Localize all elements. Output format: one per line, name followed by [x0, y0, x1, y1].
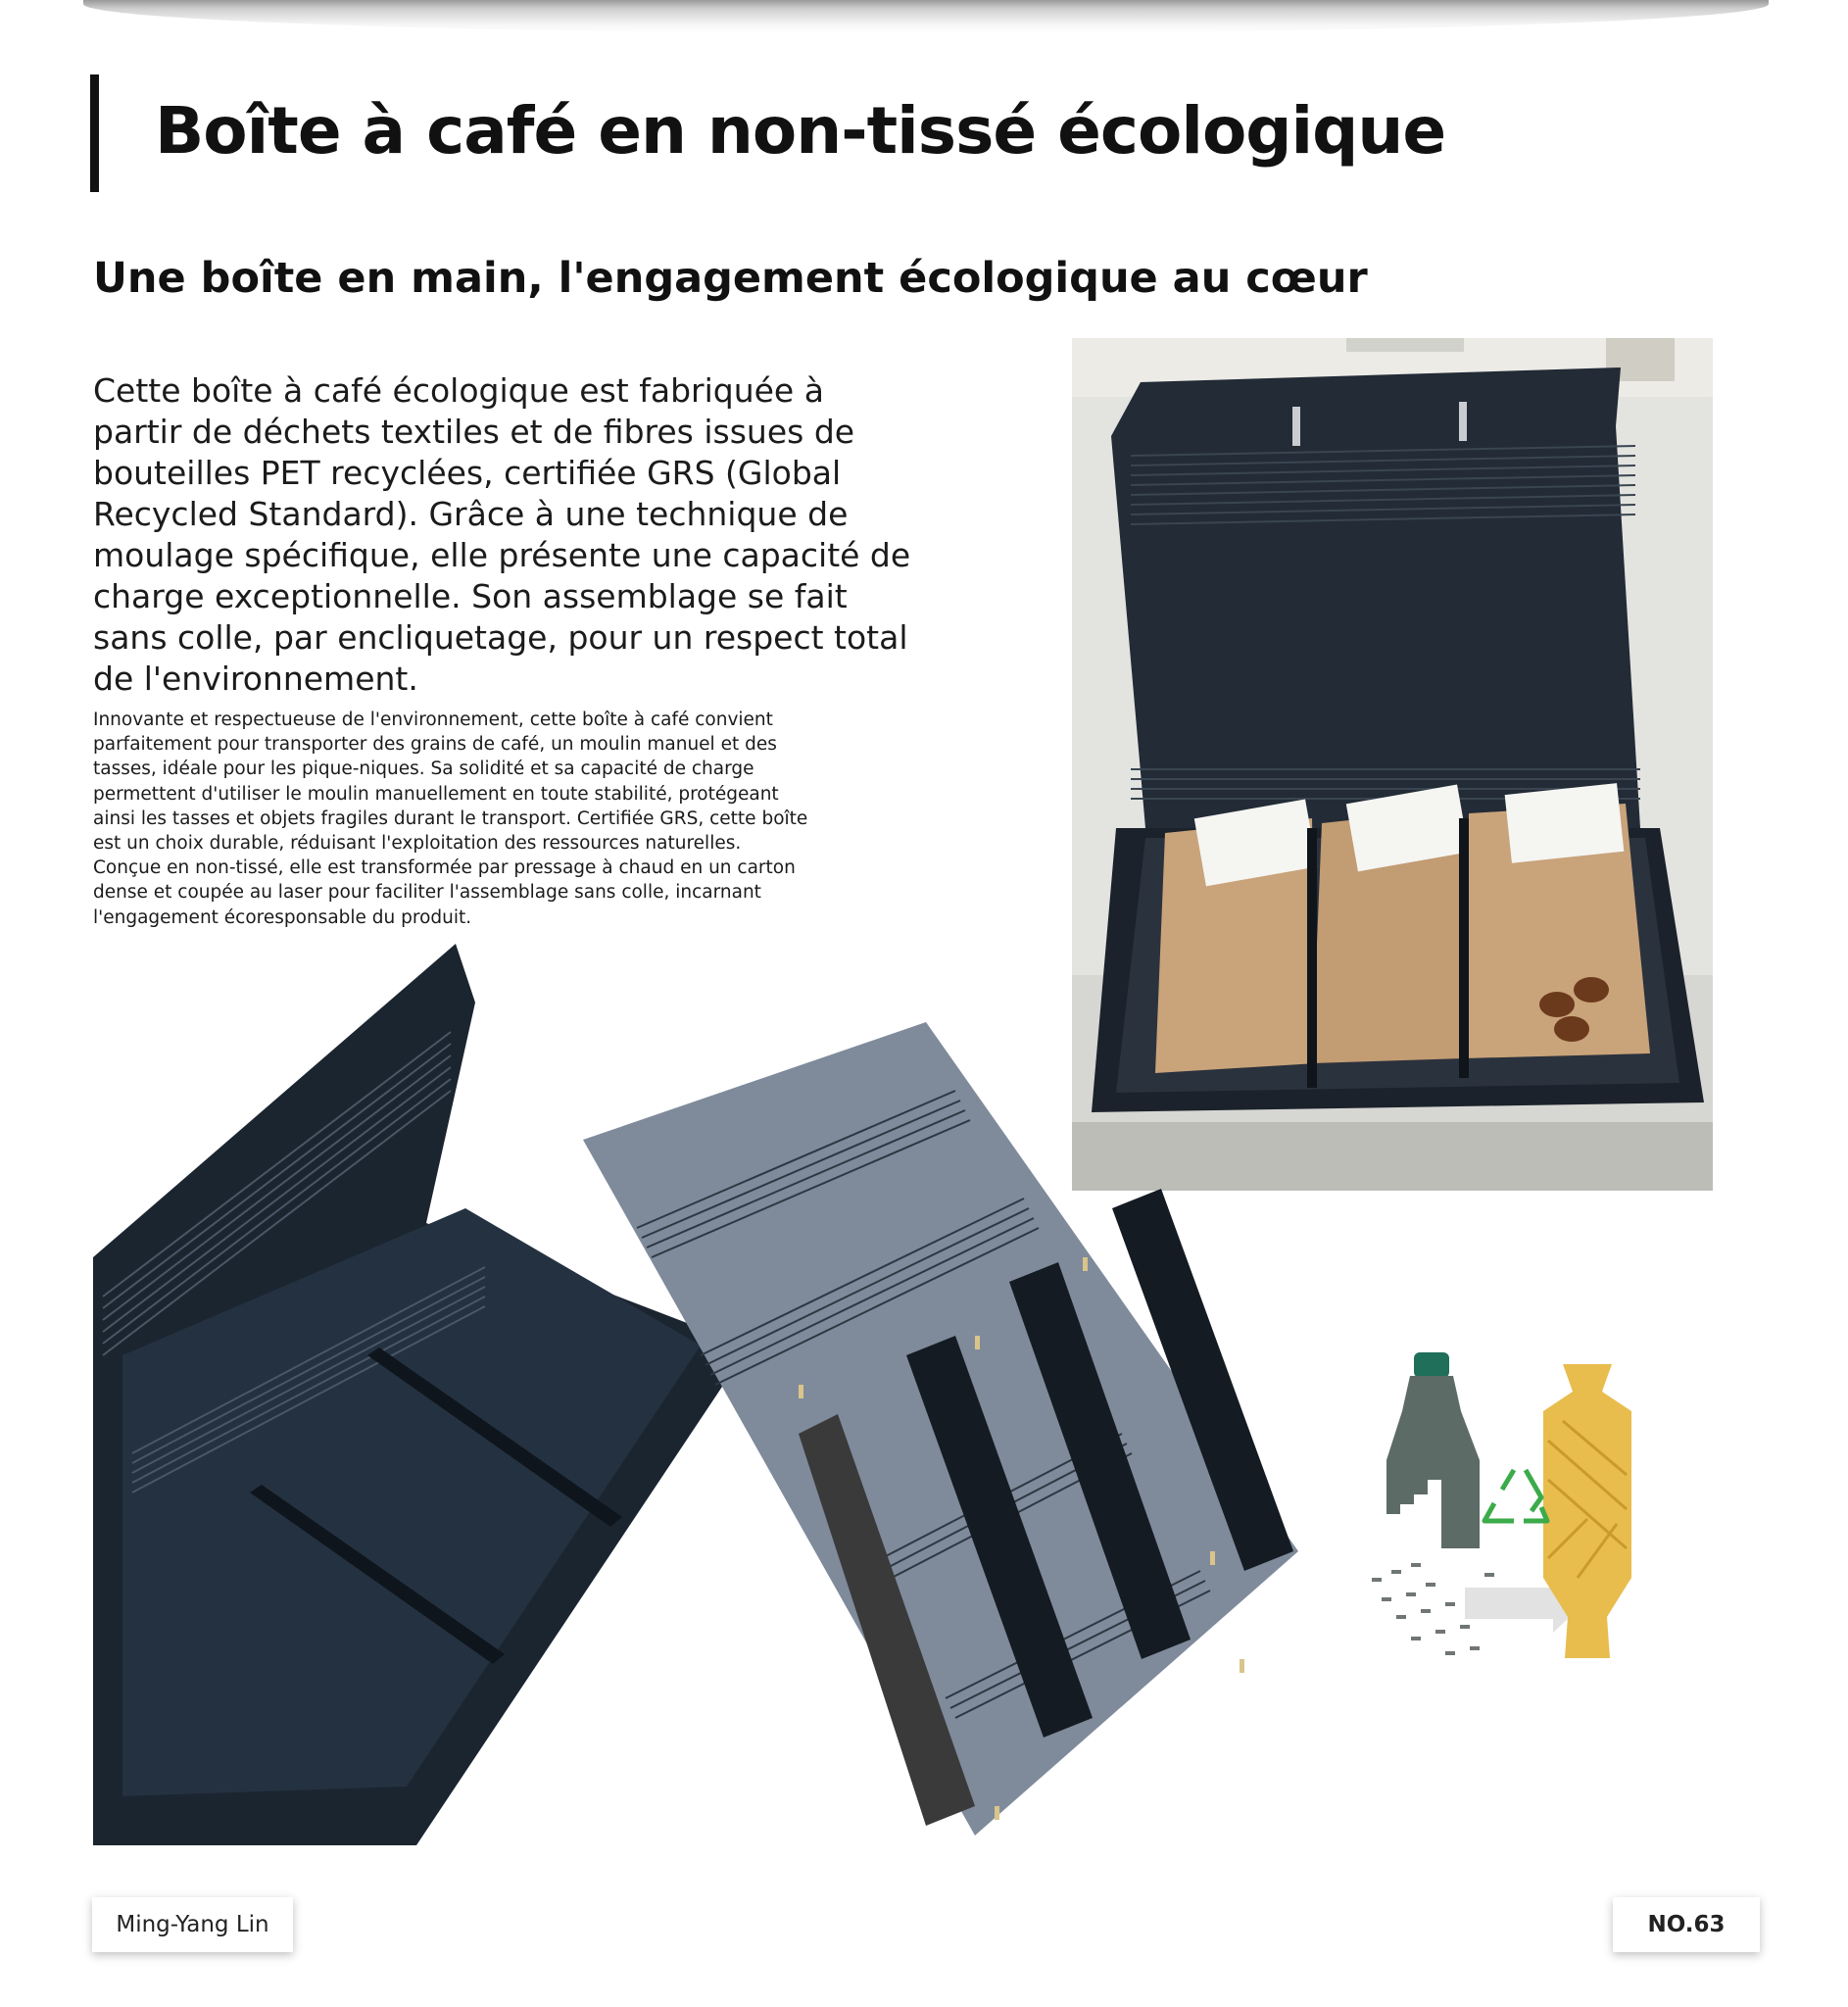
body-paragraph: Innovante et respectueuse de l'environnement, cette boîte à café convient parfaitement pour transporter des grains de café, un moulin manuel et des tasses, idéale pour les pique-niques. Sa solidité et sa capacité de charge permettent d'utiliser le moulin manuellement en toute stabilité, protégeant ainsi les tasses et objets fragiles durant le transport. Certifiée GRS, cette boîte est un choix durable, réduisant l'exploitation des ressources naturelles. Conçue en non-tissé, elle est transformée par pressage à chaud en un carton dense et coupée au laser pour faciliter l'assemblage sans colle, incarnant l'engagement écoresponsable du produit. [93, 710, 808, 928]
recycle-illustration-svg [1367, 1352, 1700, 1676]
lead-paragraph: Cette boîte à café écologique est fabriquée à partir de déchets textiles et de fibres issues de bouteilles PET recyclées, certifiée GRS (Global Recycled Standard). Grâce à une technique de moulage spécifique, elle présente une capacité de charge exceptionnelle. Son assemblage se fait sans colle, par encliquetage, pour un respect total de l'environnement. [93, 371, 911, 698]
top-shadow-decoration [83, 0, 1769, 33]
flat-box-svg [93, 944, 1318, 1845]
page-title: Boîte à café en non-tissé écologique [155, 93, 1446, 169]
author-tag: Ming-Yang Lin [92, 1897, 293, 1952]
page-number-tag: NO.63 [1613, 1897, 1760, 1952]
recycled-pet-to-yarn-icon [1367, 1352, 1700, 1676]
product-photo-flat-box [93, 944, 1318, 1845]
page-subtitle: Une boîte en main, l'engagement écologique au cœur [93, 254, 1368, 303]
title-accent-bar [90, 74, 99, 192]
